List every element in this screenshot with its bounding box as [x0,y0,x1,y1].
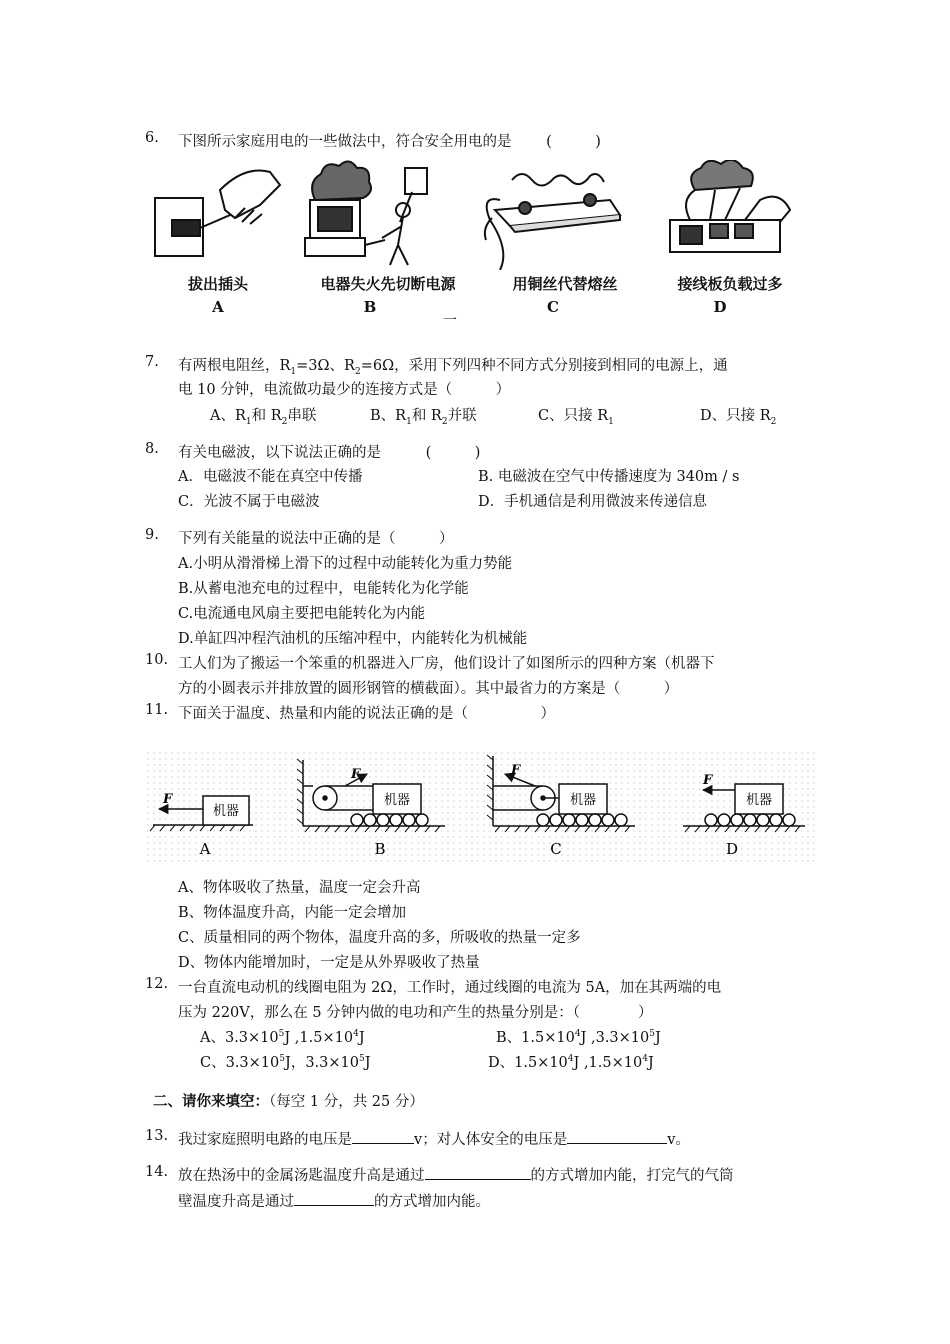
q12-number: 12. [145,976,169,992]
q6-caption-a: 拔出插头 [187,275,248,293]
q7-opt-b1: B、R [370,408,407,424]
q13-part3: v。 [667,1132,690,1148]
q12-opt-b3: J [655,1030,661,1046]
q8-stem-text: 有关电磁波，以下说法正确的是 [178,445,381,461]
q12-opt-b-e1: 4 [574,1029,581,1040]
q10-letter-a: A [199,840,211,858]
q13-line [178,1128,690,1149]
q7-line1-sub1: 1 [290,366,297,377]
q12-opt-d3: J [647,1055,654,1071]
q10-c-machine: 机器 [569,793,597,808]
q9-option-a: A.小明从滑滑梯上滑下的过程中动能转化为重力势能 [178,556,513,572]
q6-c-illustration [485,174,620,270]
q7-opt-d1: D、只接 R [700,408,771,424]
q10-figure [145,750,815,862]
section2-title: 二、请你来填空： [153,1094,269,1110]
q12-opt-b2: J ,3.3×10 [580,1030,650,1046]
q6-caption-c: 用铜丝代替熔丝 [512,275,618,293]
q12-opt-c1: C、3.3×10 [200,1055,280,1071]
q7-line1-b: =3Ω、R [296,358,355,374]
q7-number: 7. [145,354,159,370]
q11-number: 11. [145,702,169,718]
q10-b-machine: 机器 [383,793,411,808]
q13-number: 13. [145,1128,169,1144]
q6-caption-b: 电器失火先切断电源 [320,275,456,293]
q6-stray-mark: 一 [443,313,457,329]
q7-opt-a2: 和 R [251,408,282,424]
section2-note: （每空 1 分，共 25 分） [269,1094,424,1110]
q6-a-illustration [155,170,280,256]
q14-number: 14. [145,1164,169,1180]
q11-option-d: D、物体内能增加时，一定是从外界吸收了热量 [178,955,480,971]
q9-stem: 下列有关能量的说法中正确的是（ ） [178,531,454,547]
q12-line2: 压为 220V，那么在 5 分钟内做的电功和产生的热量分别是：（ ） [178,1005,653,1021]
q8-stem [178,441,480,462]
q14-part1: 放在热汤中的金属汤匙温度升高是通过 [178,1168,425,1184]
q11-option-c: C、质量相同的两个物体，温度升高的多，所吸收的热量一定多 [178,930,581,946]
q7-opt-c1: C、只接 R [538,408,609,424]
q6-caption-d: 接线板负载过多 [677,275,783,293]
q12-opt-d2: J ,1.5×10 [573,1055,643,1071]
q6-letter-a: A [212,298,224,316]
q7-opt-a1: A、R [210,408,246,424]
q11-option-a: A、物体吸收了热量，温度一定会升高 [178,880,421,896]
q6-letter-b: B [363,298,377,316]
q7-line2: 电 10 分钟，电流做功最少的连接方式是（ ） [178,382,511,398]
q9-option-b: B.从蓄电池充电的过程中，电能转化为化学能 [178,581,469,597]
q12-opt-c3: J [364,1055,371,1071]
q7-opt-b3: 并联 [447,408,477,424]
q7-opt-d-sub: 2 [770,416,777,427]
q6-stem-text: 下图所示家庭用电的一些做法中，符合安全用电的是 [178,134,512,150]
q7-option-c [538,404,614,427]
q8-option-d: D．手机通信是利用微波来传递信息 [478,494,708,510]
q12-opt-b1: B、1.5×10 [496,1030,575,1046]
q7-opt-a3: 串联 [287,408,317,424]
q13-blank-1[interactable] [352,1129,414,1144]
q8-option-c: C．光波不属于电磁波 [178,494,320,510]
q10-d-machine: 机器 [745,793,773,808]
q6-number: 6. [145,130,159,146]
q6-paren: ( ) [546,134,601,150]
q10-a-machine: 机器 [212,804,240,819]
q7-line1-sub2: 2 [354,366,361,377]
q12-opt-a3: J [358,1030,365,1046]
q12-opt-d-e1: 4 [567,1054,574,1065]
q9-option-c: C.电流通电风扇主要把电能转化为内能 [178,606,426,622]
q12-opt-a-e1: 5 [278,1029,285,1040]
q6-figure [150,160,800,270]
section2-heading [153,1090,424,1111]
q14-part4: 的方式增加内能。 [374,1194,490,1210]
q10-line2: 方的小圆表示并排放置的圆形钢管的横截面）。其中最省力的方案是（ ） [178,681,679,697]
q13-part1: 我过家庭照明电路的电压是 [178,1132,352,1148]
q12-opt-c-e2: 5 [358,1054,365,1065]
q9-number: 9. [145,527,159,543]
q7-opt-a-sub1: 1 [245,416,252,427]
q7-option-a [210,404,316,427]
q14-part3: 壁温度升高是通过 [178,1194,294,1210]
q10-number: 10. [145,652,169,668]
q7-option-b [370,404,477,427]
q7-line1 [178,354,728,377]
q7-opt-b-sub1: 1 [406,416,412,427]
q7-line1-a: 有两根电阻丝，R [178,358,291,374]
q10-c-force: F [511,763,521,778]
q12-opt-a1: A、3.3×10 [200,1030,279,1046]
q12-opt-d1: D、1.5×10 [488,1055,568,1071]
q12-option-a [200,1026,365,1047]
q11-stem: 下面关于温度、热量和内能的说法正确的是（ ） [178,706,555,722]
q8-number: 8. [145,441,159,457]
q14-blank-1[interactable] [425,1165,531,1180]
q14-blank-2[interactable] [294,1191,374,1206]
q7-opt-a-sub2: 2 [281,416,288,427]
q7-opt-c-sub: 1 [608,416,614,427]
q14-part2: 的方式增加内能，打完气的气筒 [530,1168,734,1184]
q12-opt-d-e2: 4 [642,1054,648,1065]
q10-letter-d: D [725,840,739,858]
q9-option-d: D.单缸四冲程汽油机的压缩冲程中，内能转化为机械能 [178,631,528,647]
q12-opt-a-e2: 4 [353,1029,359,1040]
q12-line1: 一台直流电动机的线圈电阻为 2Ω，工作时，通过线圈的电流为 5A，加在其两端的电 [178,980,722,996]
q12-opt-b-e2: 5 [649,1029,655,1040]
q12-opt-a2: J ,1.5×10 [284,1030,354,1046]
q13-blank-2[interactable] [567,1129,667,1144]
q14-line2 [178,1190,490,1211]
q10-line1: 工人们为了搬运一个笨重的机器进入厂房，他们设计了如图所示的四种方案（机器下 [178,656,715,672]
q8-paren: ( ) [425,445,481,461]
q12-option-c [200,1051,371,1072]
q10-d-force: F [703,773,713,788]
q12-option-b [496,1026,661,1047]
q12-opt-c2: J，3.3×10 [285,1055,359,1071]
q10-letter-c: C [550,840,562,858]
q6-b-illustration [305,161,427,265]
q7-option-d [700,404,776,427]
q6-stem [178,130,601,151]
q14-line1 [178,1164,734,1185]
q8-option-b: B. 电磁波在空气中传播速度为 340m / s [478,469,740,485]
q8-option-a: A．电磁波不能在真空中传播 [178,469,363,485]
q7-opt-b2: 和 R [411,408,442,424]
q7-opt-b-sub2: 2 [441,416,448,427]
q12-option-d [488,1051,654,1072]
q11-option-b: B、物体温度升高，内能一定会增加 [178,905,407,921]
q6-d-illustration [670,160,790,252]
q10-b-force: F [351,767,361,782]
q10-letter-b: B [374,840,386,858]
q10-a-force: F [163,792,173,807]
q12-opt-c-e1: 5 [279,1054,285,1065]
q13-part2: v；对人体安全的电压是 [414,1132,568,1148]
q6-letter-c: C [547,298,559,316]
q7-line1-c: =6Ω，采用下列四种不同方式分别接到相同的电源上，通 [360,358,728,374]
q6-letter-d: D [713,298,727,316]
